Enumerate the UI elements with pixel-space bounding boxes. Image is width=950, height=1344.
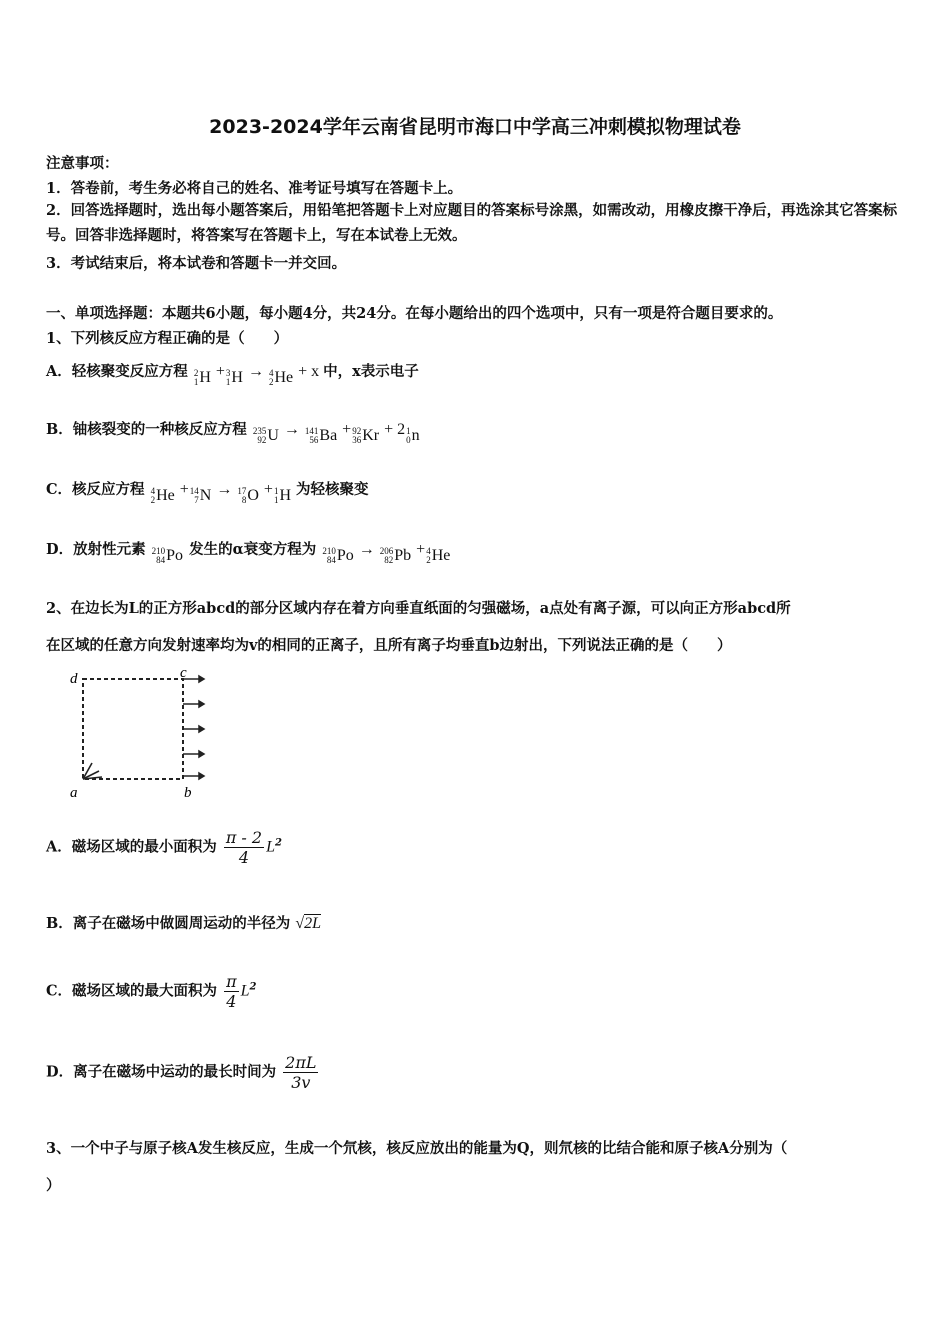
q1-option-a-label: A．轻核聚变反应方程 [46,363,188,380]
q1-option-d-label: D．放射性元素 [46,541,146,558]
q2-option-b-label: B．离子在磁场中做圆周运动的半径为 [46,915,291,932]
q1-option-c-label: C．核反应方程 [46,481,145,498]
fraction-pi-over-4: $\frac{\pi}{4}$ [226,972,237,1011]
q2-option-b[interactable] [46,912,321,933]
notice-item-3: 3．考试结束后，将本试卷和答题卡一并交回。 [46,255,347,272]
section-heading: 一、单项选择题：本题共6小题，每小题4分，共24分。在每小题给出的四个选项中，只有一项是符合题目要求的。 [46,305,783,322]
q1-option-b-label: B．铀核裂变的一种核反应方程 [46,421,247,438]
q2-option-d[interactable] [46,1053,320,1092]
sqrt-expression: √2L [295,915,322,932]
fraction-2piL-over-3v: $\frac{2\pi L}{3v}$ [285,1053,317,1092]
q1-option-a[interactable] [46,360,419,387]
square-outline [83,679,183,779]
alpha-decay-equation: 210 84 Po → 206 82 Pb + 4 2 He [322,541,451,565]
polonium-symbol: 210 84 Po [151,546,184,565]
q3-stem-line2: ） [46,1177,61,1194]
fraction-pi-minus-2-over-4: $\frac{\pi - 2}{4}$ [225,828,263,867]
label-c: c [180,665,187,681]
notice-item-1: 1．答卷前，考生务必将自己的姓名、准考证号填写在答题卡上。 [46,180,463,197]
q2-stem-line1: 2、在边长为L的正方形abcd的部分区域内存在着方向垂直纸面的匀强磁场，a点处有离子源，可以向正方形abcd所 [46,600,791,617]
q1-option-a-tail: 中，x表示电子 [323,363,419,380]
q1-option-b[interactable] [46,418,421,445]
q2-option-a-label: A．磁场区域的最小面积为 [46,838,217,856]
q3-stem-line1: 3、一个中子与原子核A发生核反应，生成一个氘核，核反应放出的能量为Q，则氘核的比结合能和原子核A分别为（ [46,1140,788,1157]
fission-equation: 235 92 U → 141 56 Ba + 92 36 Kr + 2 1 0 n [252,421,420,445]
exit-arrows [183,676,204,779]
notice-heading: 注意事项： [46,155,119,172]
notice-item-2: 2．回答选择题时，选出每小题答案后，用铅笔把答题卡上对应题目的答案标号涂黑，如需改动，用橡皮擦干净后，再选涂其它答案标号。回答非选择题时，将答案写在答题卡上，写在本试卷上无效。 [46,202,898,244]
q1-option-d[interactable] [46,538,451,565]
transmutation-equation: 4 2 He + 14 7 N → 17 8 O + 1 1 H [150,481,292,505]
page-title: 2023-2024学年云南省昆明市海口中学高三冲刺模拟物理试卷 [209,116,741,138]
q1-option-d-mid: 发生的α衰变方程为 [189,541,317,558]
q1-option-c-tail: 为轻核聚变 [296,481,369,498]
q2-option-c-label: C．磁场区域的最大面积为 [46,982,218,1000]
fusion-equation: 2 1 H + 3 1 H → 4 2 He + x [193,363,324,387]
label-d: d [70,671,78,687]
q2-option-c[interactable]: C．磁场区域的最大面积为 $\frac{\pi}{4}$ $L^2$ [46,972,257,1011]
q1-option-c[interactable] [46,478,369,505]
source-velocity-arrows [83,763,102,779]
square-field-figure [62,665,222,805]
q1-stem: 1、下列核反应方程正确的是（ ） [46,330,289,347]
label-b: b [184,785,192,801]
q2-option-a[interactable]: A．磁场区域的最小面积为 $\frac{\pi - 2}{4}$ $L^2$ [46,828,282,867]
q2-option-d-label: D．离子在磁场中运动的最长时间为 [46,1063,277,1081]
label-a: a [70,785,78,801]
q2-stem-line2: 在区域的任意方向发射速率均为v的相同的正离子，且所有离子均垂直b边射出，下列说法正确的是（ ） [46,637,732,654]
